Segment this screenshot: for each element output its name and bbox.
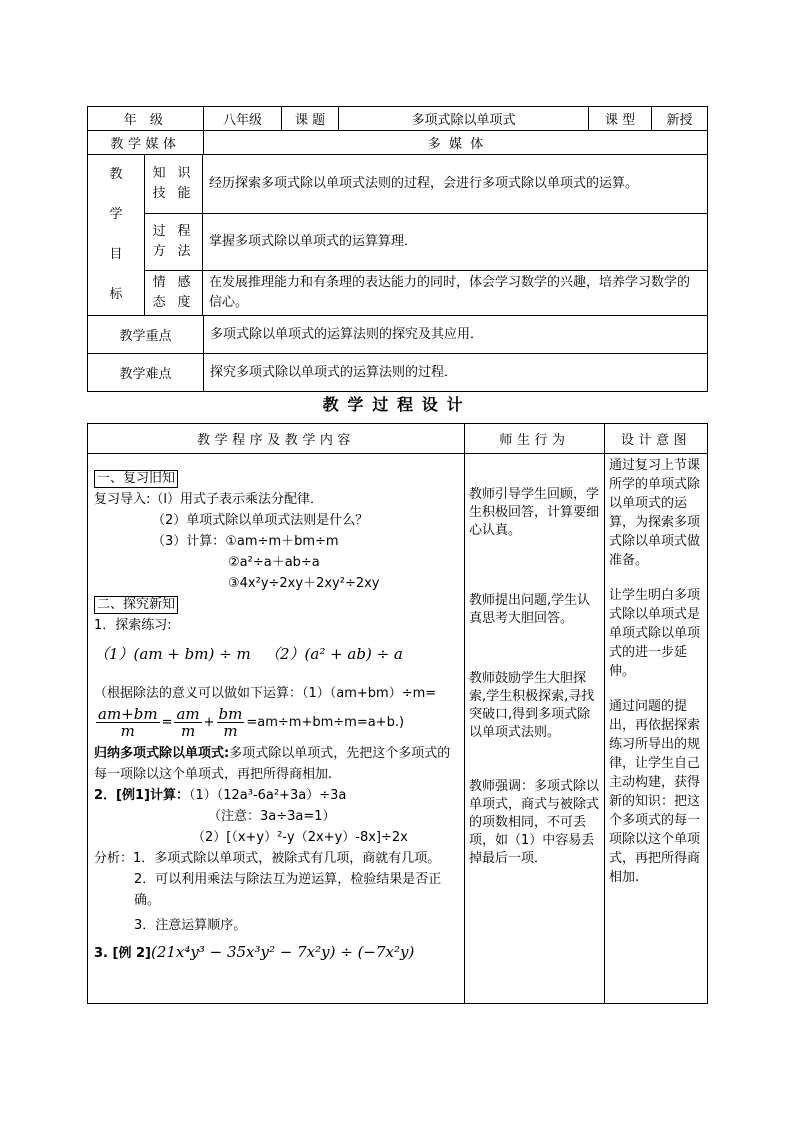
meaning-line: （根据除法的意义可以做如下运算：（1）（am+bm）÷m= — [94, 686, 437, 701]
header-row — [88, 107, 708, 131]
goal-row-knowledge — [88, 155, 708, 214]
rule-paragraph — [94, 743, 458, 785]
goal-text-knowledge: 经历探索多项式除以单项式法则的过程，会进行多项式除以单项式的运算。 — [203, 155, 708, 214]
fraction-3: $\frac{bm}{m}$ — [218, 705, 243, 740]
review-q2: （2）单项式除以单项式法则是什么？ — [152, 513, 369, 528]
rule-text: 多项式除以单项式，先把这个多项式的每一项除以这个单项式，再把所得商相加. — [94, 746, 451, 782]
topic-label: 课 题 — [282, 107, 339, 131]
key-point-text: 多项式除以单项式的运算法则的探究及其应用． — [204, 316, 708, 354]
fraction-1: $\frac{am+bm}{m}$ — [98, 705, 158, 740]
type-value: 新授 — [652, 107, 708, 131]
content-body — [88, 454, 464, 966]
teacher-cell — [465, 454, 605, 1004]
meaning-tail: =am÷m+bm÷m=a+b.) — [246, 715, 405, 730]
intent-note-2: 让学生明白多项式除以单项式是单项式除以单项式的进一步延伸。 — [609, 588, 701, 679]
intent-cell — [605, 454, 708, 1004]
example-1-label-line — [94, 785, 458, 806]
teaching-process-table — [87, 423, 708, 1004]
teacher-note-3: 教师鼓励学生大胆探索,学生积极探索,寻找突破口,得到多项式除以单项式法则。 — [469, 671, 595, 740]
teacher-note-2: 教师提出问题,学生认真思考大胆回答。 — [469, 593, 591, 626]
key-point-row — [88, 316, 708, 354]
review-q3: （3）计算：①am÷m＋bm÷m — [152, 534, 339, 549]
example-1-q1: （1）（12a³-6a²+3a）÷3a — [188, 788, 347, 803]
analysis-3: 3．注意运算顺序。 — [134, 918, 247, 933]
key-point-label: 教学重点 — [88, 316, 204, 354]
goals-vertical-label: 教 学 目 标 — [88, 155, 145, 316]
process-body-row — [88, 454, 708, 1004]
example-1-note: （注意：3a÷3a=1） — [208, 809, 336, 824]
section-title: 教学过程设计 — [322, 395, 472, 414]
goal-row-process — [88, 213, 708, 271]
explore-1: 1．探索练习: — [94, 618, 172, 633]
rule-bold: 归纳多项式除以单项式: — [94, 746, 230, 761]
analysis-2: 2．可以利用乘法与除法互为逆运算，检验结果是否正确。 — [134, 872, 442, 908]
review-q3b: ②a²÷a＋ab÷a — [228, 555, 320, 570]
fraction-line: $\frac{am+bm}{m}$ = $\frac{am}{m}$ + $\frac{bm}{m}$ =am÷m+bm÷m=a+b.) — [98, 705, 405, 740]
intent-note-1: 通过复习上节课所学的单项式除以单项式的运算，为探索多项式除以单项式做准备。 — [609, 458, 701, 568]
goal-row-emotion — [88, 271, 708, 316]
goal-label-process: 过 程 方 法 — [145, 213, 203, 271]
media-row — [88, 131, 708, 155]
type-label: 课 型 — [589, 107, 652, 131]
analysis-1: 分析：1．多项式除以单项式，被除式有几项，商就有几项。 — [94, 851, 441, 866]
header-teacher: 师生行为 — [465, 424, 605, 454]
explore-heading: 二、探究新知 — [94, 596, 178, 614]
process-header-row — [88, 424, 708, 454]
goal-label-emotion: 情 感 态 度 — [145, 271, 203, 316]
goal-text-process: 掌握多项式除以单项式的运算算理． — [203, 213, 708, 271]
review-q3c: ③4x²y÷2xy＋2xy²÷2xy — [228, 576, 380, 591]
goal-text-emotion: 在发展推理能力和有条理的表达能力的同时，体会学习数学的兴趣，培养学习数学的信心。 — [203, 271, 708, 316]
intent-note-3: 通过问题的提出，再依据探索练习所导出的规律，让学生自己主动构建，获得新的知识：把这个多项式的每一项除以这个单项式，再把所得商相加. — [609, 699, 701, 885]
review-heading: 一、复习旧知 — [94, 470, 178, 488]
fraction-2: $\frac{am}{m}$ — [176, 705, 200, 740]
goal-label-knowledge: 知 识 技 能 — [145, 155, 203, 214]
example-2-expression: (21x⁴y³ − 35x³y² − 7x²y) ÷ (−7x²y) — [150, 943, 415, 961]
header-content: 教学程序及教学内容 — [88, 424, 465, 454]
grade-label: 年 级 — [88, 107, 204, 131]
media-label: 教学媒体 — [88, 131, 204, 155]
difficulty-label: 教学难点 — [88, 354, 204, 392]
header-intent: 设计意图 — [605, 424, 708, 454]
example-2-label: 3. [例 2] — [94, 946, 151, 961]
example-1-label: 2．[例1]计算： — [94, 788, 189, 803]
content-cell — [88, 454, 465, 1004]
teacher-note-4: 教师强调：多项式除以单项式，商式与被除式的项数相同，不可丢项，如（1）中容易丢掉最后一项． — [469, 779, 600, 866]
difficulty-row — [88, 354, 708, 392]
topic-value: 多项式除以单项式 — [339, 107, 589, 131]
lesson-info-table — [87, 106, 708, 392]
grade-value: 八年级 — [204, 107, 282, 131]
explore-expressions: （1）(am + bm) ÷ m （2）(a² + ab) ÷ a — [94, 645, 403, 663]
difficulty-text: 探究多项式除以单项式的运算法则的过程． — [204, 354, 708, 392]
example-1-q2: （2）[（x+y）²-y（2x+y）-8x]÷2x — [192, 830, 408, 845]
review-intro: 复习导入:（l）用式子表示乘法分配律． — [94, 492, 323, 507]
media-value: 多 媒 体 — [204, 131, 708, 155]
teacher-note-1: 教师引导学生回顾，学生积极回答，计算要细心认真。 — [469, 487, 600, 538]
example-2-line — [94, 942, 458, 964]
